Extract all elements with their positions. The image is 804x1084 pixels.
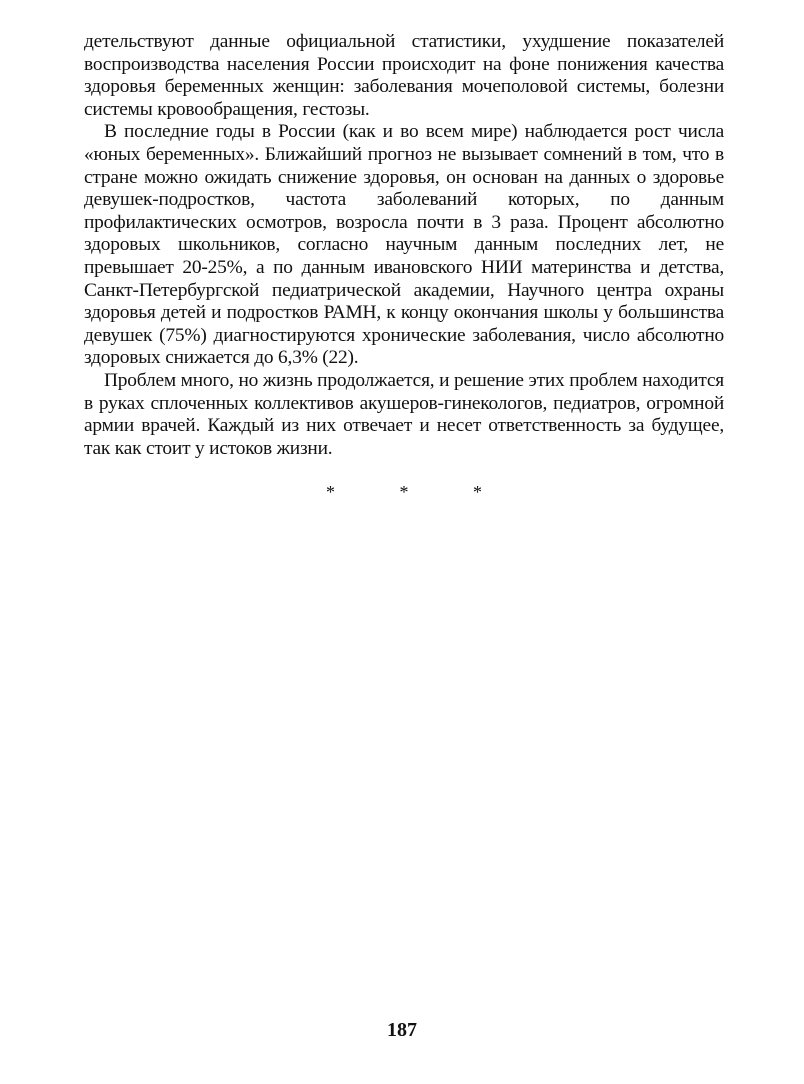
paragraph-conclusion: Проблем много, но жизнь продолжается, и решение этих проблем находится в руках сплоченных коллективов акушеров-гинекологов, педиатров, огромной армии врачей. Каждый из них отвечает и несет ответственность за будущее, так как стоит у истоков жизни. (84, 369, 724, 459)
page-body (84, 31, 724, 502)
paragraph-young-pregnant: В последние годы в России (как и во всем мире) наблюдается рост числа «юных беременных». Ближайший прогноз не вызывает сомнений в том, что в стране можно ожидать снижение здоровья, он основан на данных о здоровье девушек-подростков, частота заболеваний которых, по данным профилактических осмотров, возросла почти в 3 раза. Процент абсолютно здоровых школьников, согласно научным данным последних лет, не превышает 20-25%, а по данным ивановского НИИ материнства и детства, Санкт-Петербургской педиатрической академии, Научного центра охраны здоровья детей и подростков РАМН, к концу окончания школы у большинства девушек (75%) диагностируются хронические заболевания, число абсолютно здоровых снижается до 6,3% (22). (84, 121, 724, 369)
paragraph-continuation: детельствуют данные официальной статистики, ухудшение показателей воспроизводства населения России происходит на фоне понижения качества здоровья беременных женщин: заболевания мочеполовой системы, болезни системы кровообращения, гестозы. (84, 31, 724, 120)
section-separator: * * * (326, 482, 512, 502)
page-number: 187 (387, 1019, 417, 1041)
